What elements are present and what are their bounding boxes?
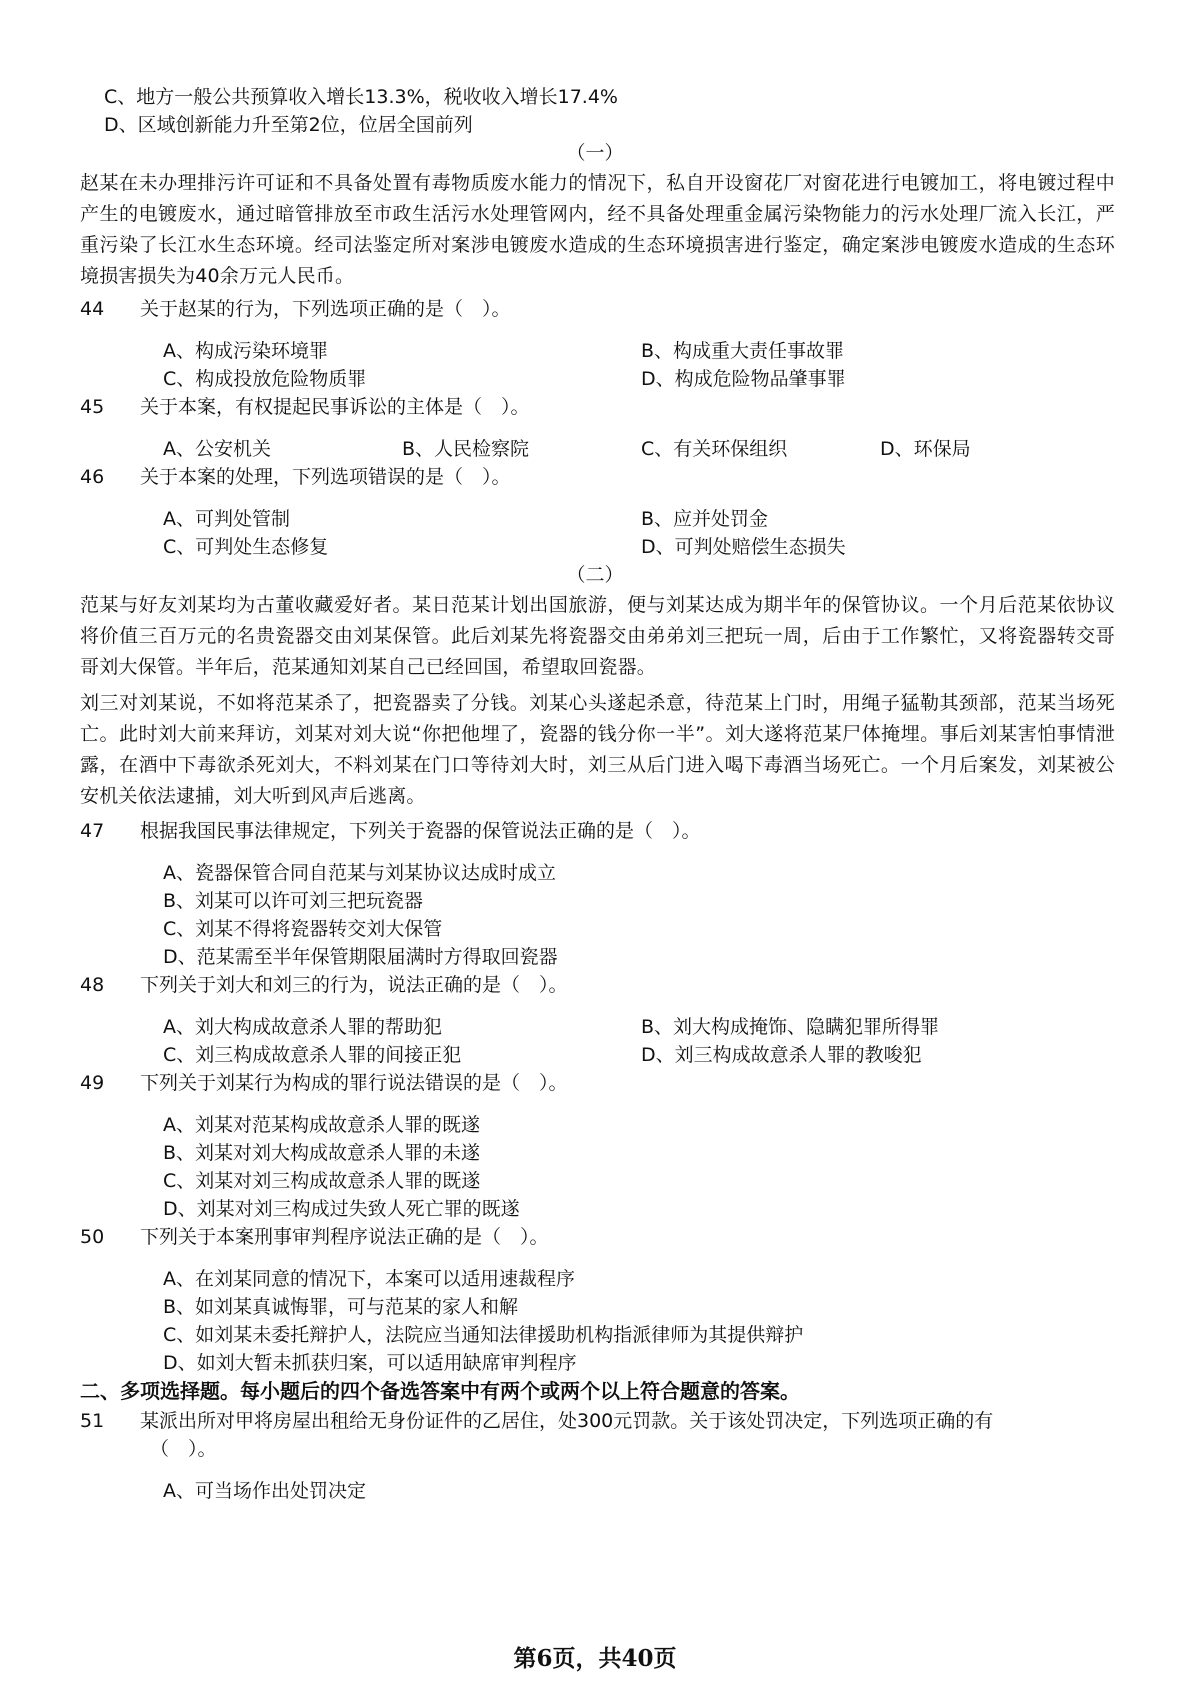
question-number-45: 45 [80,396,105,418]
case-heading-1: （一） [566,142,624,164]
question-text-50: 下列关于本案刑事审判程序说法正确的是（ ）。 [140,1226,549,1248]
q48-option-b: B、刘大构成掩饰、隐瞒犯罪所得罪 [641,1016,940,1038]
case-paragraph-1: 赵某在未办理排污许可证和不具备处置有毒物质废水能力的情况下，私自开设窗花厂对窗花进行电镀加工，将电镀过程中产生的电镀废水，通过暗管排放至市政生活污水处理管网内，经不具备处理重金属污染物能力的污水处理厂流入长江，严重污染了长江水生态环境。经司法鉴定所对案涉电镀废水造成的生态环境损害进行鉴定，确定案涉电镀废水造成的生态环境损害损失为40余万元人民币。 [80,172,1115,287]
case-heading-2: （二） [566,564,624,586]
q47-option-d: D、范某需至半年保管期限届满时方得取回瓷器 [163,946,558,968]
question-number-50: 50 [80,1226,105,1248]
page-footer: 第6页，共40页 [513,1645,677,1672]
case-paragraph-2a: 范某与好友刘某均为古董收藏爱好者。某日范某计划出国旅游，便与刘某达成为期半年的保管协议。一个月后范某依协议将价值三百万元的名贵瓷器交由刘某保管。此后刘某先将瓷器交由弟弟刘三把玩一周，后由于工作繁忙，又将瓷器转交哥哥刘大保管。半年后，范某通知刘某自己已经回国，希望取回瓷器。 [80,594,1115,678]
q51-option-a: A、可当场作出处罚决定 [163,1480,366,1502]
q44-option-b: B、构成重大责任事故罪 [641,340,845,362]
question-number-49: 49 [80,1072,105,1094]
q46-option-c: C、可判处生态修复 [163,536,329,558]
question-number-51: 51 [80,1410,105,1432]
question-text-48: 下列关于刘大和刘三的行为，说法正确的是（ ）。 [140,974,568,996]
q49-option-a: A、刘某对范某构成故意杀人罪的既遂 [163,1114,480,1136]
q46-option-a: A、可判处管制 [163,508,290,530]
q48-option-a: A、刘大构成故意杀人罪的帮助犯 [163,1016,442,1038]
q44-option-a: A、构成污染环境罪 [163,340,328,362]
case-paragraph-2b: 刘三对刘某说，不如将范某杀了，把瓷器卖了分钱。刘某心头遂起杀意，待范某上门时，用绳子猛勒其颈部，范某当场死亡。此时刘大前来拜访，刘某对刘大说“你把他埋了，瓷器的钱分你一半”。刘大遂将范某尸体掩埋。事后刘某害怕事情泄露，在酒中下毒欲杀死刘大，不料刘某在门口等待刘大时，刘三从后门进入喝下毒酒当场死亡。一个月后案发，刘某被公安机关依法逮捕，刘大听到风声后逃离。 [80,692,1115,807]
question-text-46: 关于本案的处理，下列选项错误的是（ ）。 [140,466,511,488]
q49-option-c: C、刘某对刘三构成故意杀人罪的既遂 [163,1170,481,1192]
q50-option-b: B、如刘某真诚悔罪，可与范某的家人和解 [163,1296,519,1318]
question-text-51-cont: （ ）。 [150,1438,217,1460]
section-title-multiple-choice: 二、多项选择题。每小题后的四个备选答案中有两个或两个以上符合题意的答案。 [80,1379,800,1403]
q47-option-b: B、刘某可以许可刘三把玩瓷器 [163,890,424,912]
q48-option-c: C、刘三构成故意杀人罪的间接正犯 [163,1044,462,1066]
question-number-46: 46 [80,466,105,488]
q50-option-a: A、在刘某同意的情况下，本案可以适用速裁程序 [163,1268,575,1290]
q47-option-c: C、刘某不得将瓷器转交刘大保管 [163,918,443,940]
option-c: C、地方一般公共预算收入增长13.3%，税收收入增长17.4% [104,86,618,108]
q45-option-c: C、有关环保组织 [641,438,788,460]
q44-option-d: D、构成危险物品肇事罪 [641,368,846,390]
q47-option-a: A、瓷器保管合同自范某与刘某协议达成时成立 [163,862,556,884]
q45-option-b: B、人民检察院 [402,438,530,460]
q50-option-d: D、如刘大暂未抓获归案，可以适用缺席审判程序 [163,1352,577,1374]
q49-option-d: D、刘某对刘三构成过失致人死亡罪的既遂 [163,1198,520,1220]
q50-option-c: C、如刘某未委托辩护人，法院应当通知法律援助机构指派律师为其提供辩护 [163,1324,804,1346]
question-number-47: 47 [80,820,105,842]
question-text-45: 关于本案，有权提起民事诉讼的主体是（ ）。 [140,396,530,418]
option-d: D、区域创新能力升至第2位，位居全国前列 [104,114,473,136]
question-text-49: 下列关于刘某行为构成的罪行说法错误的是（ ）。 [140,1072,568,1094]
q44-option-c: C、构成投放危险物质罪 [163,368,367,390]
q48-option-d: D、刘三构成故意杀人罪的教唆犯 [641,1044,922,1066]
question-text-44: 关于赵某的行为，下列选项正确的是（ ）。 [140,298,511,320]
q46-option-b: B、应并处罚金 [641,508,769,530]
q49-option-b: B、刘某对刘大构成故意杀人罪的未遂 [163,1142,481,1164]
q45-option-d: D、环保局 [880,438,971,460]
q45-option-a: A、公安机关 [163,438,271,460]
question-text-51: 某派出所对甲将房屋出租给无身份证件的乙居住，处300元罚款。关于该处罚决定，下列选项正确的有 [140,1410,994,1432]
question-number-44: 44 [80,298,105,320]
question-text-47: 根据我国民事法律规定，下列关于瓷器的保管说法正确的是（ ）。 [140,820,701,842]
question-number-48: 48 [80,974,105,996]
q46-option-d: D、可判处赔偿生态损失 [641,536,846,558]
